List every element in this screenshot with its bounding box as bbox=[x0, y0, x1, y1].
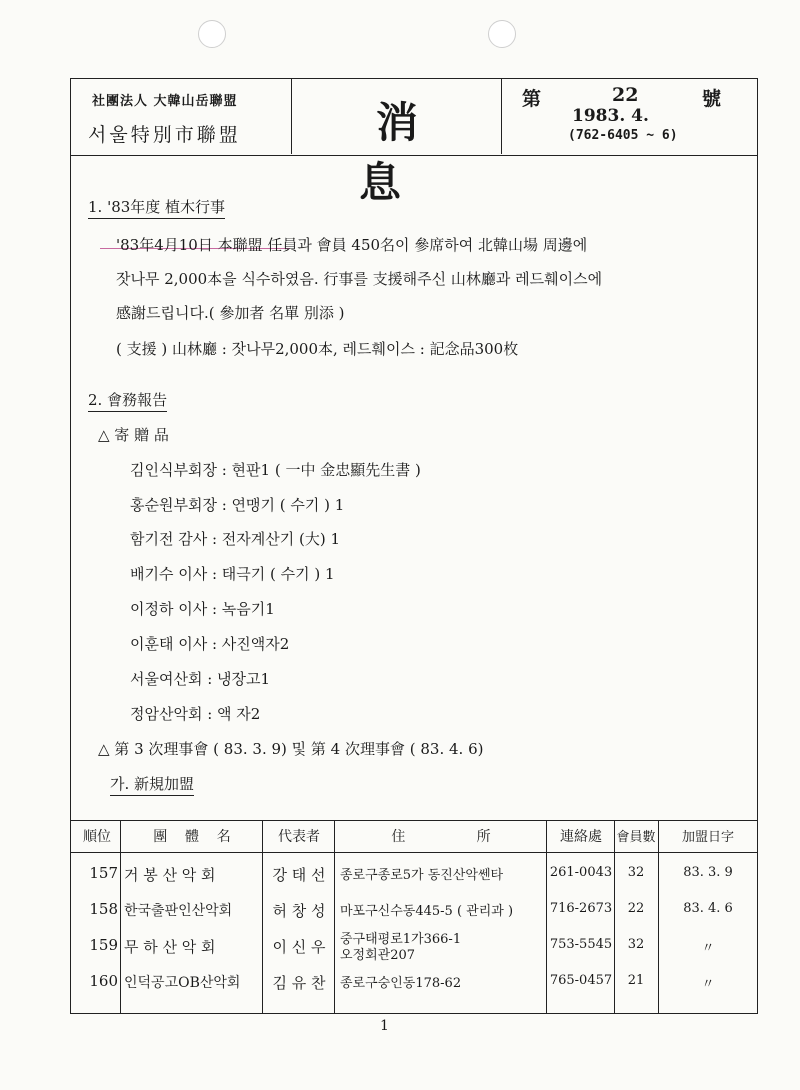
donation-heading: △ 寄 贈 品 bbox=[98, 426, 169, 444]
issue-cell bbox=[502, 78, 756, 154]
donation-item: 홍순원부회장 : 연맹기 ( 수기 ) 1 bbox=[130, 496, 345, 514]
section1-line3: 感謝드립니다.( 參加者 名單 別添 ) bbox=[116, 304, 345, 322]
row-rank: 158 bbox=[89, 900, 118, 918]
row-member-count: 22 bbox=[627, 901, 645, 916]
row-representative: 김 유 찬 bbox=[272, 974, 326, 992]
section1-line2: 잣나무 2,000本을 식수하였음. 行事를 支援해주신 山林廳과 레드훼이스에 bbox=[116, 270, 603, 288]
col-header-name: 團 體 名 bbox=[153, 829, 231, 845]
col-header-rank: 順位 bbox=[83, 829, 111, 845]
row-address-line2: 오정회관207 bbox=[340, 948, 416, 963]
section1-heading: 1. '83年度 植木行事 bbox=[88, 196, 225, 217]
col-header-contact: 連絡處 bbox=[560, 829, 602, 845]
row-contact: 261-0043 bbox=[549, 865, 613, 880]
col-header-address: 住 所 bbox=[391, 829, 491, 845]
row-contact: 716-2673 bbox=[549, 901, 613, 916]
table-col-divider bbox=[546, 820, 547, 1014]
row-address: 중구태평로1가366-1 bbox=[340, 932, 462, 947]
donation-item: 이훈태 이사 : 사진액자2 bbox=[130, 635, 290, 653]
issue-date: 1983. 4. bbox=[572, 106, 649, 126]
new-members-heading: 가. 新規加盟 bbox=[110, 773, 194, 794]
row-rank: 160 bbox=[89, 972, 118, 990]
table-col-divider bbox=[334, 820, 335, 1014]
row-join-date: 83. 3. 9 bbox=[683, 865, 733, 880]
table-header-border bbox=[70, 852, 758, 853]
organization-cell bbox=[70, 78, 292, 154]
donation-item: 함기전 감사 : 전자계산기 (大) 1 bbox=[130, 530, 341, 548]
row-join-date: 〃 bbox=[701, 977, 715, 992]
row-rank: 159 bbox=[89, 936, 118, 954]
page-number: 1 bbox=[380, 1018, 389, 1034]
row-representative: 강 태 선 bbox=[272, 866, 326, 884]
row-contact: 765-0457 bbox=[549, 973, 613, 988]
org-name-line2: 서울特別市聯盟 bbox=[88, 124, 241, 146]
row-join-date: 〃 bbox=[701, 941, 715, 956]
row-address: 마포구신수동445-5 ( 관리과 ) bbox=[340, 904, 514, 919]
row-club-name: 무 하 산 악 회 bbox=[124, 938, 216, 956]
issue-phone: (762-6405 ~ 6) bbox=[568, 128, 678, 143]
row-address: 종로구숭인동178-62 bbox=[340, 976, 462, 991]
col-header-members: 會員數 bbox=[616, 830, 656, 845]
col-header-rep: 代表者 bbox=[278, 829, 320, 845]
row-address: 종로구종로5가 동진산악쎈타 bbox=[340, 868, 504, 883]
donation-item: 이정하 이사 : 녹음기1 bbox=[130, 600, 275, 618]
table-top-border bbox=[70, 820, 758, 821]
section2-heading: 2. 會務報告 bbox=[88, 389, 167, 410]
board-meeting-line: △ 第 3 次理事會 ( 83. 3. 9) 및 第 4 次理事會 ( 83. 4. 6) bbox=[98, 740, 484, 758]
donation-item: 정암산악회 : 액 자2 bbox=[130, 705, 261, 723]
binder-hole bbox=[198, 20, 226, 48]
row-member-count: 21 bbox=[627, 973, 645, 988]
row-join-date: 83. 4. 6 bbox=[683, 901, 733, 916]
row-rank: 157 bbox=[89, 864, 118, 882]
page-title: 消 息 bbox=[358, 98, 452, 207]
row-member-count: 32 bbox=[627, 865, 645, 880]
section1-line4: ( 支援 ) 山林廳 : 잣나무2,000本, 레드훼이스 : 記念品300枚 bbox=[116, 340, 519, 358]
issue-number: 22 bbox=[612, 84, 639, 106]
title-cell bbox=[292, 78, 502, 207]
org-name-line1: 社團法人 大韓山岳聯盟 bbox=[92, 94, 238, 109]
row-representative: 허 창 성 bbox=[272, 902, 326, 920]
section1-line1: '83年4月10日 本聯盟 任員과 會員 450名이 參席하여 北韓山場 周邊에 bbox=[116, 236, 588, 254]
issue-prefix: 第 bbox=[522, 88, 542, 110]
donation-item: 서울여산회 : 냉장고1 bbox=[130, 670, 271, 688]
table-col-divider bbox=[262, 820, 263, 1014]
binder-hole bbox=[488, 20, 516, 48]
row-contact: 753-5545 bbox=[549, 937, 613, 952]
donation-item: 김인식부회장 : 현판1 ( 一中 金忠顯先生書 ) bbox=[130, 461, 421, 479]
table-col-divider bbox=[120, 820, 121, 1014]
row-representative: 이 신 우 bbox=[272, 938, 326, 956]
row-club-name: 거 봉 산 악 회 bbox=[124, 866, 216, 884]
row-club-name: 한국출판인산악회 bbox=[124, 903, 233, 919]
row-member-count: 32 bbox=[627, 937, 645, 952]
row-club-name: 인덕공고OB산악회 bbox=[124, 975, 241, 991]
col-header-join-date: 加盟日字 bbox=[681, 830, 734, 845]
donation-item: 배기수 이사 : 태극기 ( 수기 ) 1 bbox=[130, 565, 335, 583]
issue-suffix: 號 bbox=[702, 88, 722, 110]
